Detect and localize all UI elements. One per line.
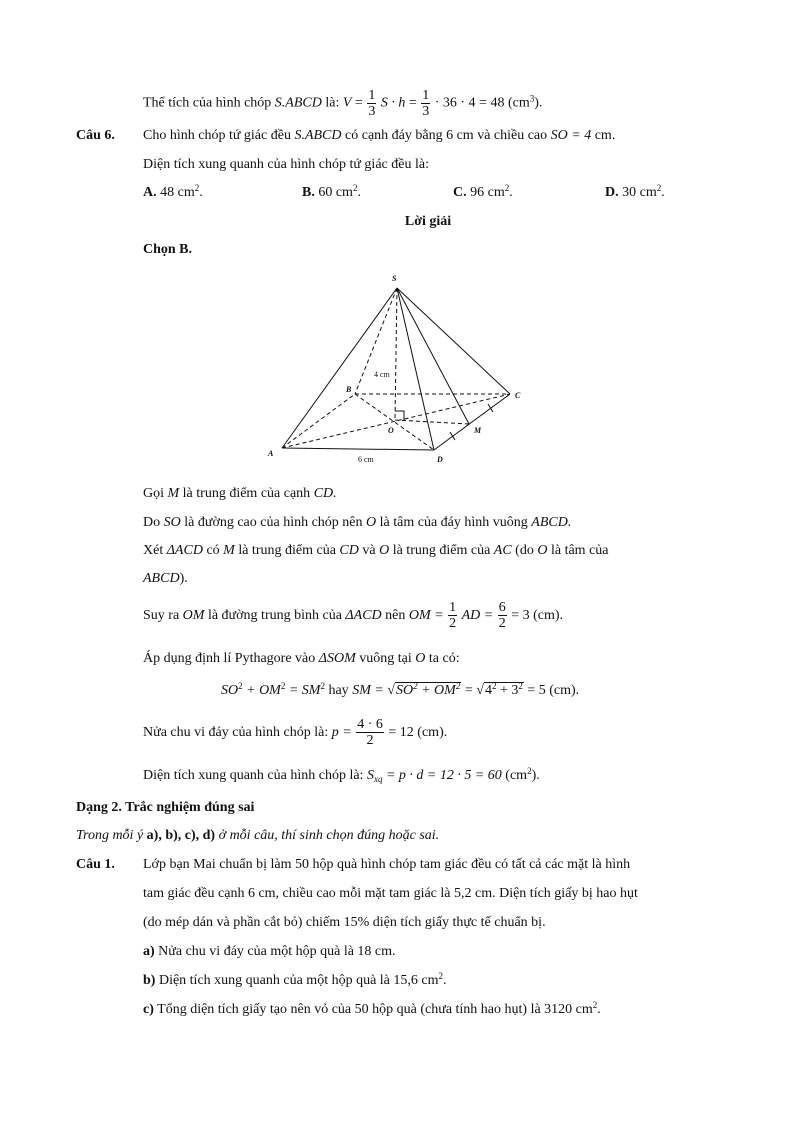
t: Tổng diện tích giấy tạo nên vỏ của 50 hộp quà (chưa tính hao hụt) là 3120 cm [157,1002,593,1017]
q6-option-c[interactable] [453,185,513,201]
t: là đường trung bình của [207,608,342,623]
t: p = [331,725,352,740]
t: ABCD. [531,515,572,530]
t: 2 [280,681,286,691]
t: có [206,543,220,558]
section-title: Dạng 2. Trắc nghiệm đúng sai [76,800,255,815]
pyramid-figure [262,270,532,470]
t: Trong mỗi ý [76,828,144,843]
intro-pyramid: S.ABCD [274,95,322,111]
t: . [597,1002,601,1017]
intro-la: là: [325,95,340,111]
t: O [379,543,390,558]
option-end: . [199,185,203,200]
q1-label: Câu 1. [76,857,115,872]
t: là tâm của đáy hình vuông [379,515,528,530]
label-base: 6 cm [358,455,374,464]
q1-line-2: tam giác đều cạnh 6 cm, chiều cao mỗi mặt tam giác là 5,2 cm. Diện tích giấy bị hao hụt [143,886,638,901]
option-letter: A. [143,185,157,200]
t: O [415,651,426,666]
option-exp: 2 [656,183,662,193]
t: = 12 [388,725,414,740]
t: = p · d = 12 · 5 = 60 [385,768,502,783]
frac-den: 3 [422,104,430,119]
t: ta có: [428,651,460,666]
solution-title: Lời giải [404,214,452,229]
t: 2 [592,1000,598,1010]
intro-eq-2: = [408,95,417,111]
q1-line-3: (do mép dán và phần cắt bỏ) chiếm 15% diện tích giấy thực tế chuẩn bị. [143,915,546,930]
sol-line-9 [143,767,540,785]
t: M [223,543,235,558]
t: (cm [505,768,528,783]
option-value: 60 cm [318,185,353,200]
t: Suy ra [143,608,180,623]
intro-line [143,88,542,119]
frac-den: 2 [498,616,506,632]
frac-num: 6 [498,600,506,616]
label-b: B [346,385,352,394]
t: 2 [413,681,418,691]
q1-statement-b[interactable] [143,972,447,990]
frac-den: 2 [449,616,457,632]
intro-fraction-1 [367,88,376,119]
q1-line-1: Lớp bạn Mai chuẩn bị làm 50 hộp quà hình chóp tam giác đều có tất cả các mặt là hình [143,857,631,872]
q6-l1e: cm. [594,128,616,143]
option-letter: D. [605,185,619,200]
label-m: M [474,426,482,435]
sol-line-3 [143,542,609,560]
t: (cm). [533,608,564,623]
t: là trung điểm của cạnh [182,486,311,501]
option-value: 30 cm [622,185,657,200]
q6-l1c: có cạnh đáy bằng 6 cm và chiều cao [345,128,548,143]
q1-statement-a[interactable] [143,943,396,961]
t: là đường cao của hình chóp nên [184,515,363,530]
t: vuông tại [359,651,412,666]
t: SO [163,515,181,530]
t: ABCD [143,571,180,586]
t: O [366,515,377,530]
t: Áp dụng định lí Pythagore vào [143,651,316,666]
t: M [167,486,180,501]
t: 2 [527,766,532,776]
t: = [464,683,473,698]
sol-line-4 [143,570,188,588]
t: ). [531,768,540,783]
intro-eq: = [354,95,363,111]
t: CD [339,543,359,558]
t: CD. [313,486,337,501]
t: + OM [421,683,456,698]
t: hay [328,683,349,698]
intro-mid: · 36 · 4 = 48 [434,95,505,111]
intro-fraction-2 [421,88,430,119]
intro-v: V [342,95,352,111]
option-end: . [661,185,665,200]
frac [448,600,457,631]
q6-l1a: Cho hình chóp tứ giác đều [143,128,291,143]
t: = SM [288,683,321,698]
frac-den: 2 [366,733,374,749]
t: 2 [320,681,325,691]
option-end: . [509,185,513,200]
sol-line-8 [143,716,447,750]
q6-line-1 [143,127,615,145]
sol-line-5 [143,599,563,633]
t: OM [182,608,205,623]
label-a: A [268,449,274,458]
t: 2 [455,681,461,691]
option-exp: 2 [504,183,510,193]
t: là tâm của [550,543,609,558]
t: b) [143,973,156,988]
sol-line-6 [143,650,460,668]
t: (cm). [549,683,580,698]
t: (do [515,543,534,558]
frac-num: 1 [422,88,430,103]
label-o: O [388,426,394,435]
t: Nửa chu vi đáy của một hộp quà là 18 cm. [158,944,396,959]
sol-line-2 [143,514,571,532]
t: nên [385,608,406,623]
t: c) [143,1002,154,1017]
label-height: 4 cm [374,370,390,379]
t: a) [143,944,155,959]
t: . [443,973,447,988]
t: Do [143,515,161,530]
t: là trung điểm của [392,543,491,558]
q6-label: Câu 6. [76,128,115,143]
t: ΔACD [345,608,382,623]
frac-num: 1 [449,600,457,616]
sol-line-7: $SO^2 + OM^2 = SM^2$ hay SM = $√SO^2 + OM^2 = √4^2 + 3^2 = 5$ (cm). [221,681,580,698]
section-instruction [76,827,439,845]
t: ở mỗi câu, thí sinh chọn đúng hoặc sai. [218,828,440,843]
t: = 5 [527,683,546,698]
t: xq [373,774,383,784]
t: ΔACD [166,543,203,558]
t: = 3 [511,608,530,623]
t: + OM [246,683,281,698]
q1-statement-c[interactable] [143,1001,601,1019]
t: Diện tích xung quanh của một hộp quà là 15,6 cm [158,973,439,988]
option-exp: 2 [352,183,358,193]
intro-text: Thể tích của hình chóp [143,95,272,111]
q6-option-d[interactable] [605,185,665,201]
t: SO [221,683,239,698]
t: Diện tích xung quanh của hình chóp là: [143,768,364,783]
t: 2 [438,971,444,981]
intro-unit: (cm [507,95,530,111]
label-d: D [437,455,443,464]
t: SO [395,683,414,698]
frac [498,600,507,631]
t: 2 [491,681,497,691]
t: ΔSOM [318,651,356,666]
t: AC [493,543,512,558]
t: ). [179,571,188,586]
option-value: 48 cm [160,185,195,200]
label-c: C [515,391,521,400]
frac-num: 1 [368,88,376,103]
t: và [362,543,376,558]
frac-num: 4 · 6 [357,717,383,733]
option-letter: C. [453,185,467,200]
t: OM = [408,608,444,623]
t: Nửa chu vi đáy của hình chóp là: [143,725,329,740]
choose-answer: Chọn B. [143,242,193,257]
option-value: 96 cm [470,185,505,200]
label-s: S [392,274,397,283]
t: 2 [238,681,243,691]
t: + 3 [499,683,519,698]
intro-exp: 3 [529,93,535,104]
q6-l1b: S.ABCD [294,128,342,143]
q6-l1d: SO = 4 [550,128,592,143]
q6-option-b[interactable] [302,185,361,201]
option-exp: 2 [194,183,200,193]
t: AD = [461,608,494,623]
t: Xét [143,543,164,558]
q6-line-2: Diện tích xung quanh của hình chóp tứ giác đều là: [143,157,429,172]
intro-end: ). [534,95,543,111]
frac-den: 3 [368,104,376,119]
option-letter: B. [302,185,315,200]
t: Gọi [143,486,164,501]
frac [356,717,384,748]
t: 4 [484,683,492,698]
option-end: . [357,185,361,200]
t: SM = [352,683,384,698]
t: (cm). [417,725,448,740]
t: là trung điểm của [238,543,336,558]
t: 2 [518,681,523,691]
t: a), b), c), d) [146,828,216,843]
t: O [537,543,548,558]
sol-line-1 [143,485,337,503]
intro-sh: S · h [380,95,406,111]
t: S [366,768,374,783]
q6-option-a[interactable] [143,185,203,201]
